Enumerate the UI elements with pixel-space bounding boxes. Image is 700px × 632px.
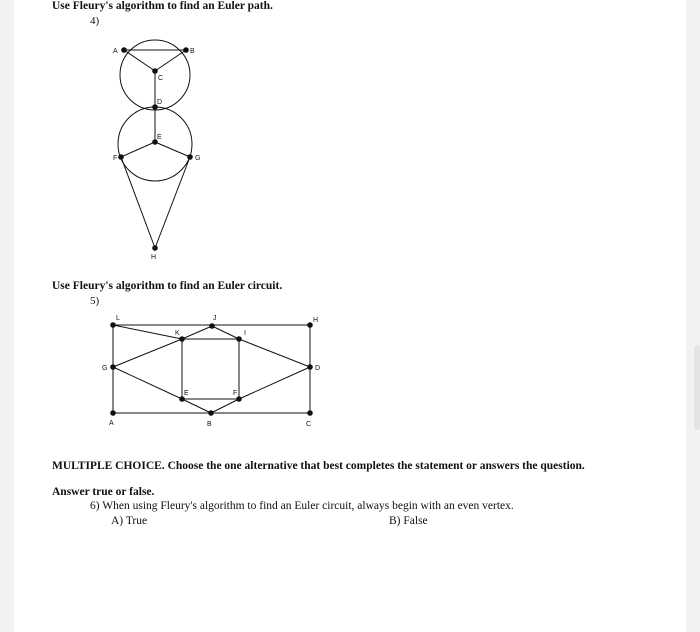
graph4-edge-gh xyxy=(155,157,190,248)
graph5-vertex-k xyxy=(179,336,185,342)
option-b[interactable] xyxy=(389,515,428,527)
graph5-label-j: J xyxy=(213,315,217,322)
graph5-label-b: B xyxy=(207,421,212,428)
graph5-label-d: D xyxy=(315,365,321,372)
graph5-edge-ge xyxy=(113,367,182,399)
graph5-label-e: E xyxy=(184,390,189,397)
graph5-edge-kj xyxy=(182,326,212,339)
graph5-vertex-f xyxy=(236,396,242,402)
graph5-label-g: G xyxy=(102,365,108,372)
option-a[interactable] xyxy=(111,515,147,527)
graph4-vertex-a xyxy=(121,47,127,53)
graph5-edge-gk xyxy=(113,339,182,367)
graph5-vertex-g xyxy=(110,364,116,370)
graph4-vertex-c xyxy=(152,68,158,74)
graph4-vertex-h xyxy=(152,245,158,251)
problem4-number: 4) xyxy=(90,15,100,27)
option-a-letter: A) xyxy=(111,515,124,527)
graph5-edge-eb xyxy=(182,399,211,413)
graph5-edge-lk xyxy=(113,325,182,339)
graph5-vertex-e xyxy=(179,396,185,402)
graph5-vertex-c xyxy=(307,410,313,416)
graph5-vertex-a xyxy=(110,410,116,416)
question-6 xyxy=(90,500,514,512)
graph4-edge-bc xyxy=(155,50,186,71)
graph5-vertex-j xyxy=(209,323,215,329)
graph5-label-i: I xyxy=(244,330,246,337)
graph5-vertex-l xyxy=(110,322,116,328)
option-b-text: False xyxy=(403,515,428,527)
answer-true-false-heading: Answer true or false. xyxy=(52,486,155,498)
graph4-label-b: B xyxy=(190,48,195,55)
graph5-edge-df xyxy=(239,367,310,399)
graph4-label-d: D xyxy=(157,99,163,106)
graph5-label-c: C xyxy=(306,421,312,428)
graph4-edge-eg xyxy=(155,142,190,157)
graph4-label-c: C xyxy=(158,75,164,82)
option-b-letter: B) xyxy=(389,515,401,527)
graph5-label-a: A xyxy=(109,420,114,427)
mc-title: MULTIPLE CHOICE. xyxy=(52,460,165,472)
option-a-text: True xyxy=(125,515,148,527)
graph5-label-l: L xyxy=(116,315,120,322)
graph4-label-a: A xyxy=(113,48,118,55)
graph5-edge-di xyxy=(239,339,310,367)
graph4-label-g: G xyxy=(195,155,201,162)
graph4-vertex-g xyxy=(187,154,193,160)
graph5-vertex-i xyxy=(236,336,242,342)
multiple-choice-heading xyxy=(52,460,585,472)
graph4-label-e: E xyxy=(157,134,162,141)
graph5-edge-ji xyxy=(212,326,239,339)
question-6-text: When using Fleury's algorithm to find an Euler circuit, always begin with an even vertex. xyxy=(102,500,514,512)
graph5-label-k: K xyxy=(175,330,180,337)
graph4-vertex-f xyxy=(118,154,124,160)
question-6-number: 6) xyxy=(90,500,100,512)
graph4-label-h: H xyxy=(151,254,157,261)
graph4-edge-fh xyxy=(121,157,155,248)
graph5-label-h: H xyxy=(313,317,319,324)
problem4-instruction: Use Fleury's algorithm to find an Euler path. xyxy=(52,0,273,12)
problem5-instruction: Use Fleury's algorithm to find an Euler circuit. xyxy=(52,280,283,292)
graph4-vertex-b xyxy=(183,47,189,53)
graph5-label-f: F xyxy=(233,390,238,397)
graph5-vertex-b xyxy=(208,410,214,416)
mc-directions: Choose the one alternative that best completes the statement or answers the question. xyxy=(167,460,585,472)
graph5-vertex-h xyxy=(307,322,313,328)
problem5-number: 5) xyxy=(90,295,100,307)
graph4-edge-ac xyxy=(124,50,155,71)
graph5-vertex-d xyxy=(307,364,313,370)
graph4-edge-ef xyxy=(121,142,155,157)
graph4-label-f: F xyxy=(113,155,118,162)
graph5-edge-fb xyxy=(211,399,239,413)
